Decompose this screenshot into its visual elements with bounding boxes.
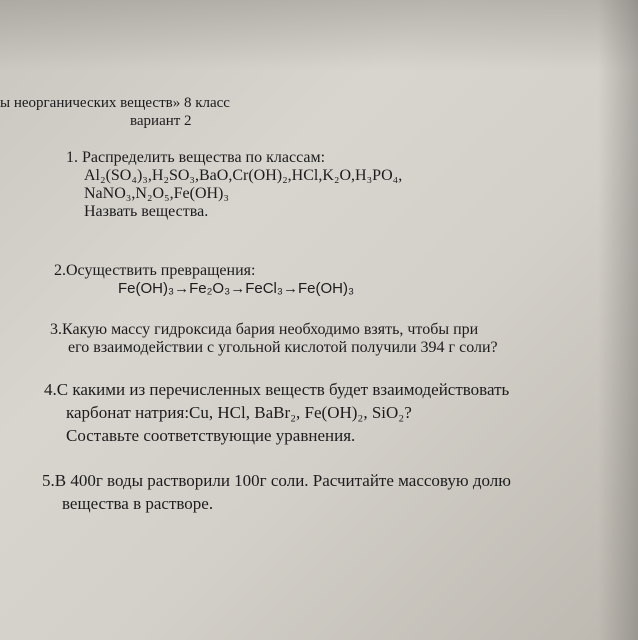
task3-line1: 3.Какую массу гидроксида бария необходимо взять, чтобы при bbox=[50, 321, 479, 338]
task5-line1: 5.В 400г воды растворили 100г соли. Расчитайте массовую долю bbox=[42, 471, 511, 490]
task4-line2: карбонат натрия:Cu, HCl, BaBr₂, Fe(OH)₂, SiO₂? bbox=[66, 403, 412, 422]
header-title: ы неорганических веществ» 8 класс bbox=[0, 95, 230, 111]
shadow-right bbox=[598, 0, 638, 640]
task1-formula-line1: Al₂(SO₄)₃,H₂SO₃,BaO,Cr(OH)₂,HCl,K₂O,H₃PO₄, bbox=[84, 167, 403, 184]
task2-title: 2.Осуществить превращения: bbox=[54, 262, 256, 279]
task3-line2: его взаимодействии с угольной кислотой получили 394 г соли? bbox=[68, 339, 498, 356]
task1-title: 1. Распределить вещества по классам: bbox=[66, 149, 326, 166]
task5-line2: вещества в растворе. bbox=[62, 494, 214, 513]
task1-note: Назвать вещества. bbox=[84, 203, 209, 220]
task4-line1: 4.С какими из перечисленных веществ будет взаимодействовать bbox=[44, 380, 510, 399]
header-variant: вариант 2 bbox=[130, 113, 192, 129]
shadow-top bbox=[0, 0, 638, 70]
task1-formula-line2: NaNO₃,N₂O₅,Fe(OH)₃ bbox=[84, 185, 229, 202]
task2-chain: Fe(OH)₃→Fe₂O₃→FeCl₃→Fe(OH)₃ bbox=[118, 280, 355, 297]
task4-line3: Составьте соответствующие уравнения. bbox=[66, 426, 356, 445]
